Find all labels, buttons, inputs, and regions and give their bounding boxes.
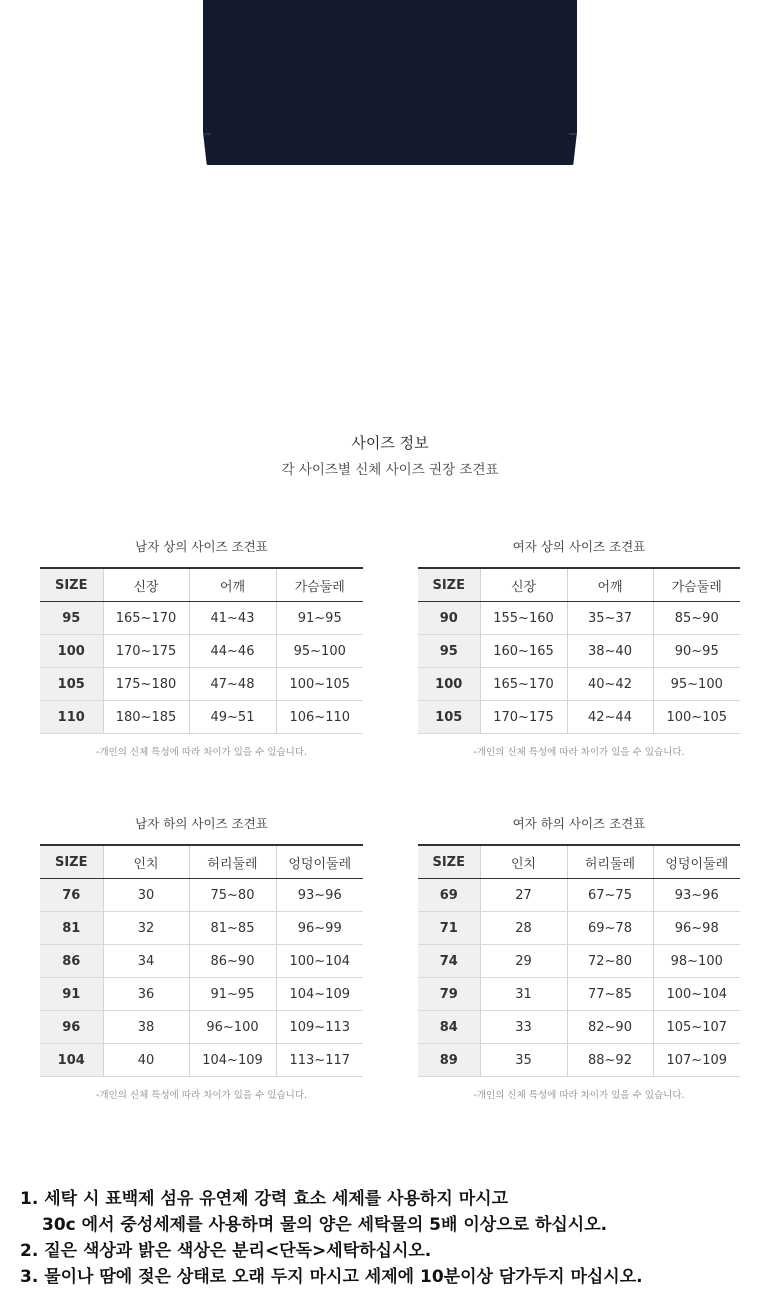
men-top-table [40,567,363,734]
size-cell: 100 [40,635,103,668]
men-bottom-table [40,844,363,1077]
table-cell: 165~170 [103,602,189,635]
size-cell: 84 [418,1011,480,1044]
table-cell: 105~107 [653,1011,740,1044]
table-header-row [418,568,740,602]
table-cell: 160~165 [480,635,567,668]
table-cell: 170~175 [103,635,189,668]
table-row [418,945,740,978]
table-row [418,879,740,912]
column-header: 인치 [103,845,189,879]
size-info-title: 사이즈 정보 [351,434,429,452]
table-cell: 31 [480,978,567,1011]
table-cell: 91~95 [189,978,276,1011]
size-cell: 96 [40,1011,103,1044]
table-cell: 170~175 [480,701,567,734]
table-cell: 98~100 [653,945,740,978]
product-image-garment [203,0,577,165]
garment-side-seam-right [569,133,577,135]
size-cell: 71 [418,912,480,945]
table-cell: 96~98 [653,912,740,945]
care-line-3: 3. 물이나 땀에 젖은 상태로 오래 두지 마시고 세제에 10분이상 담가두지 마십시오. [20,1267,643,1287]
table-row [418,701,740,734]
table-row [418,602,740,635]
table-cell: 95~100 [653,668,740,701]
table-cell: 30 [103,879,189,912]
women-bottom-table [418,844,740,1077]
table-cell: 100~105 [276,668,363,701]
table-cell: 81~85 [189,912,276,945]
table-cell: 85~90 [653,602,740,635]
table-row [40,945,363,978]
table-cell: 38 [103,1011,189,1044]
table-cell: 113~117 [276,1044,363,1077]
women-top-caption: 여자 상의 사이즈 조견표 [512,539,646,554]
column-header: 허리둘레 [567,845,653,879]
women-bottom-caption: 여자 하의 사이즈 조견표 [512,816,646,831]
table-row [418,978,740,1011]
size-cell: 100 [418,668,480,701]
table-row [418,668,740,701]
women-bottom-note: -개인의 신체 특성에 따라 차이가 있을 수 있습니다. [473,1090,685,1101]
column-header: SIZE [40,845,103,879]
table-cell: 96~100 [189,1011,276,1044]
table-cell: 72~80 [567,945,653,978]
size-cell: 74 [418,945,480,978]
size-cell: 104 [40,1044,103,1077]
men-bottom-size-chart [40,814,363,1101]
table-row [40,879,363,912]
table-row [418,1044,740,1077]
care-instructions [20,1186,770,1290]
size-cell: 89 [418,1044,480,1077]
table-cell: 104~109 [189,1044,276,1077]
size-cell: 105 [40,668,103,701]
column-header: 허리둘레 [189,845,276,879]
size-info-subtitle: 각 사이즈별 신체 사이즈 권장 조견표 [281,462,499,478]
table-cell: 95~100 [276,635,363,668]
table-cell: 41~43 [189,602,276,635]
size-cell: 91 [40,978,103,1011]
size-cell: 81 [40,912,103,945]
column-header: 엉덩이둘레 [653,845,740,879]
table-cell: 180~185 [103,701,189,734]
table-cell: 40~42 [567,668,653,701]
column-header: 엉덩이둘레 [276,845,363,879]
table-cell: 67~75 [567,879,653,912]
table-cell: 29 [480,945,567,978]
table-cell: 107~109 [653,1044,740,1077]
table-cell: 96~99 [276,912,363,945]
column-header: 인치 [480,845,567,879]
table-row [40,1011,363,1044]
size-cell: 90 [418,602,480,635]
table-cell: 38~40 [567,635,653,668]
table-cell: 100~104 [276,945,363,978]
table-cell: 28 [480,912,567,945]
table-cell: 93~96 [653,879,740,912]
table-cell: 36 [103,978,189,1011]
women-top-note: -개인의 신체 특성에 따라 차이가 있을 수 있습니다. [473,747,685,758]
care-line-1-cont: 30c 에서 중성세제를 사용하며 물의 양은 세탁물의 5배 이상으로 하십시오. [42,1215,608,1235]
column-header: SIZE [40,568,103,602]
table-row [418,635,740,668]
column-header: 어깨 [189,568,276,602]
column-header: SIZE [418,845,480,879]
table-cell: 109~113 [276,1011,363,1044]
column-header: 가슴둘레 [276,568,363,602]
women-bottom-size-chart [418,814,740,1101]
table-cell: 47~48 [189,668,276,701]
table-row [40,635,363,668]
table-row [40,668,363,701]
table-row [418,912,740,945]
column-header: SIZE [418,568,480,602]
size-cell: 86 [40,945,103,978]
table-cell: 44~46 [189,635,276,668]
table-row [40,1044,363,1077]
column-header: 신장 [103,568,189,602]
table-header-row [418,845,740,879]
table-cell: 155~160 [480,602,567,635]
table-cell: 104~109 [276,978,363,1011]
table-cell: 93~96 [276,879,363,912]
table-cell: 165~170 [480,668,567,701]
size-cell: 105 [418,701,480,734]
table-row [40,602,363,635]
size-cell: 69 [418,879,480,912]
men-top-size-chart [40,537,363,758]
men-top-caption: 남자 상의 사이즈 조견표 [135,539,268,554]
men-top-note: -개인의 신체 특성에 따라 차이가 있을 수 있습니다. [95,747,308,758]
women-top-size-chart [418,537,740,758]
table-cell: 88~92 [567,1044,653,1077]
table-cell: 34 [103,945,189,978]
table-cell: 100~104 [653,978,740,1011]
table-cell: 106~110 [276,701,363,734]
table-cell: 86~90 [189,945,276,978]
size-cell: 76 [40,879,103,912]
table-cell: 175~180 [103,668,189,701]
table-cell: 40 [103,1044,189,1077]
table-cell: 82~90 [567,1011,653,1044]
table-cell: 77~85 [567,978,653,1011]
size-cell: 79 [418,978,480,1011]
table-row [418,1011,740,1044]
table-cell: 33 [480,1011,567,1044]
table-cell: 32 [103,912,189,945]
table-cell: 35 [480,1044,567,1077]
table-cell: 35~37 [567,602,653,635]
table-row [40,701,363,734]
table-cell: 100~105 [653,701,740,734]
table-cell: 69~78 [567,912,653,945]
column-header: 어깨 [567,568,653,602]
garment-side-seam-left [203,133,211,135]
women-top-table [418,567,740,734]
care-line-2: 2. 짙은 색상과 밝은 색상은 분리<단독>세탁하십시오. [20,1241,432,1261]
care-line-1: 1. 세탁 시 표백제 섬유 유연제 강력 효소 세제를 사용하지 마시고 [20,1189,509,1209]
size-cell: 110 [40,701,103,734]
table-cell: 90~95 [653,635,740,668]
table-cell: 27 [480,879,567,912]
table-header-row [40,568,363,602]
size-cell: 95 [40,602,103,635]
table-row [40,978,363,1011]
table-cell: 91~95 [276,602,363,635]
column-header: 신장 [480,568,567,602]
table-cell: 75~80 [189,879,276,912]
table-cell: 42~44 [567,701,653,734]
men-bottom-note: -개인의 신체 특성에 따라 차이가 있을 수 있습니다. [95,1090,308,1101]
table-row [40,912,363,945]
column-header: 가슴둘레 [653,568,740,602]
table-header-row [40,845,363,879]
table-cell: 49~51 [189,701,276,734]
men-bottom-caption: 남자 하의 사이즈 조견표 [135,816,268,831]
size-cell: 95 [418,635,480,668]
